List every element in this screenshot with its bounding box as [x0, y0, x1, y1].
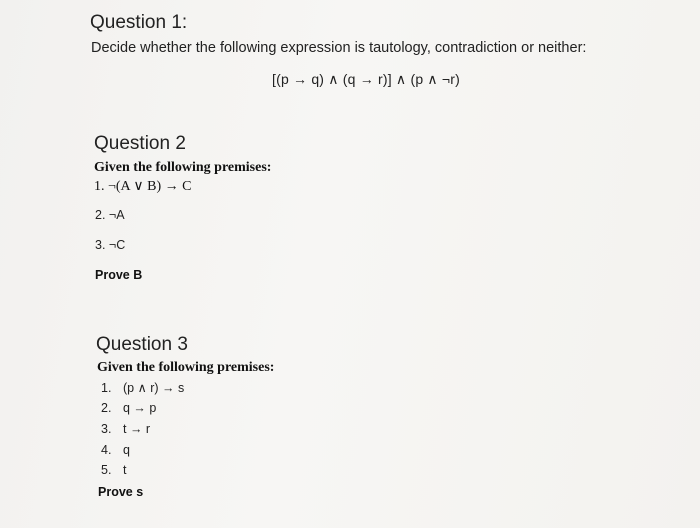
- question-2-title: Question 2: [94, 133, 186, 154]
- question-3-premise-2: [101, 401, 156, 415]
- question-3-title: Question 3: [96, 334, 188, 355]
- question-2-heading: Given the following premises:: [94, 160, 272, 175]
- question-3-premise-3: [101, 422, 150, 436]
- question-2-premise-3: 3. ¬C: [95, 238, 126, 252]
- question-2-premise-1: 1. ¬(A ∨ B) → C: [94, 179, 192, 194]
- question-3-premise-1: [101, 380, 184, 395]
- question-2-premise-2: 2. ¬A: [95, 208, 125, 222]
- question-3-premise-5: [101, 463, 126, 477]
- question-1-expression: [(p → q) ∧ (q → r)] ∧ (p ∧ ¬r): [272, 71, 461, 87]
- premise-text: q → p: [123, 401, 157, 415]
- premise-text: q: [123, 443, 130, 457]
- premise-number: 3.: [101, 422, 112, 436]
- premise-text: t → r: [123, 422, 151, 436]
- question-3-prove: Prove s: [98, 485, 144, 499]
- question-3-premise-4: [101, 443, 130, 457]
- question-1-title: Question 1:: [90, 12, 188, 33]
- premise-text: t: [123, 463, 127, 477]
- premise-number: 2.: [101, 401, 112, 415]
- question-3-heading: Given the following premises:: [97, 360, 275, 375]
- premise-number: 1.: [101, 381, 112, 395]
- question-1-instruction: Decide whether the following expression is tautology, contradiction or neither:: [91, 40, 587, 56]
- question-2-prove: Prove B: [95, 268, 143, 282]
- premise-text: (p ∧ r) → s: [123, 381, 185, 395]
- premise-number: 5.: [101, 463, 112, 477]
- premise-number: 4.: [101, 443, 112, 457]
